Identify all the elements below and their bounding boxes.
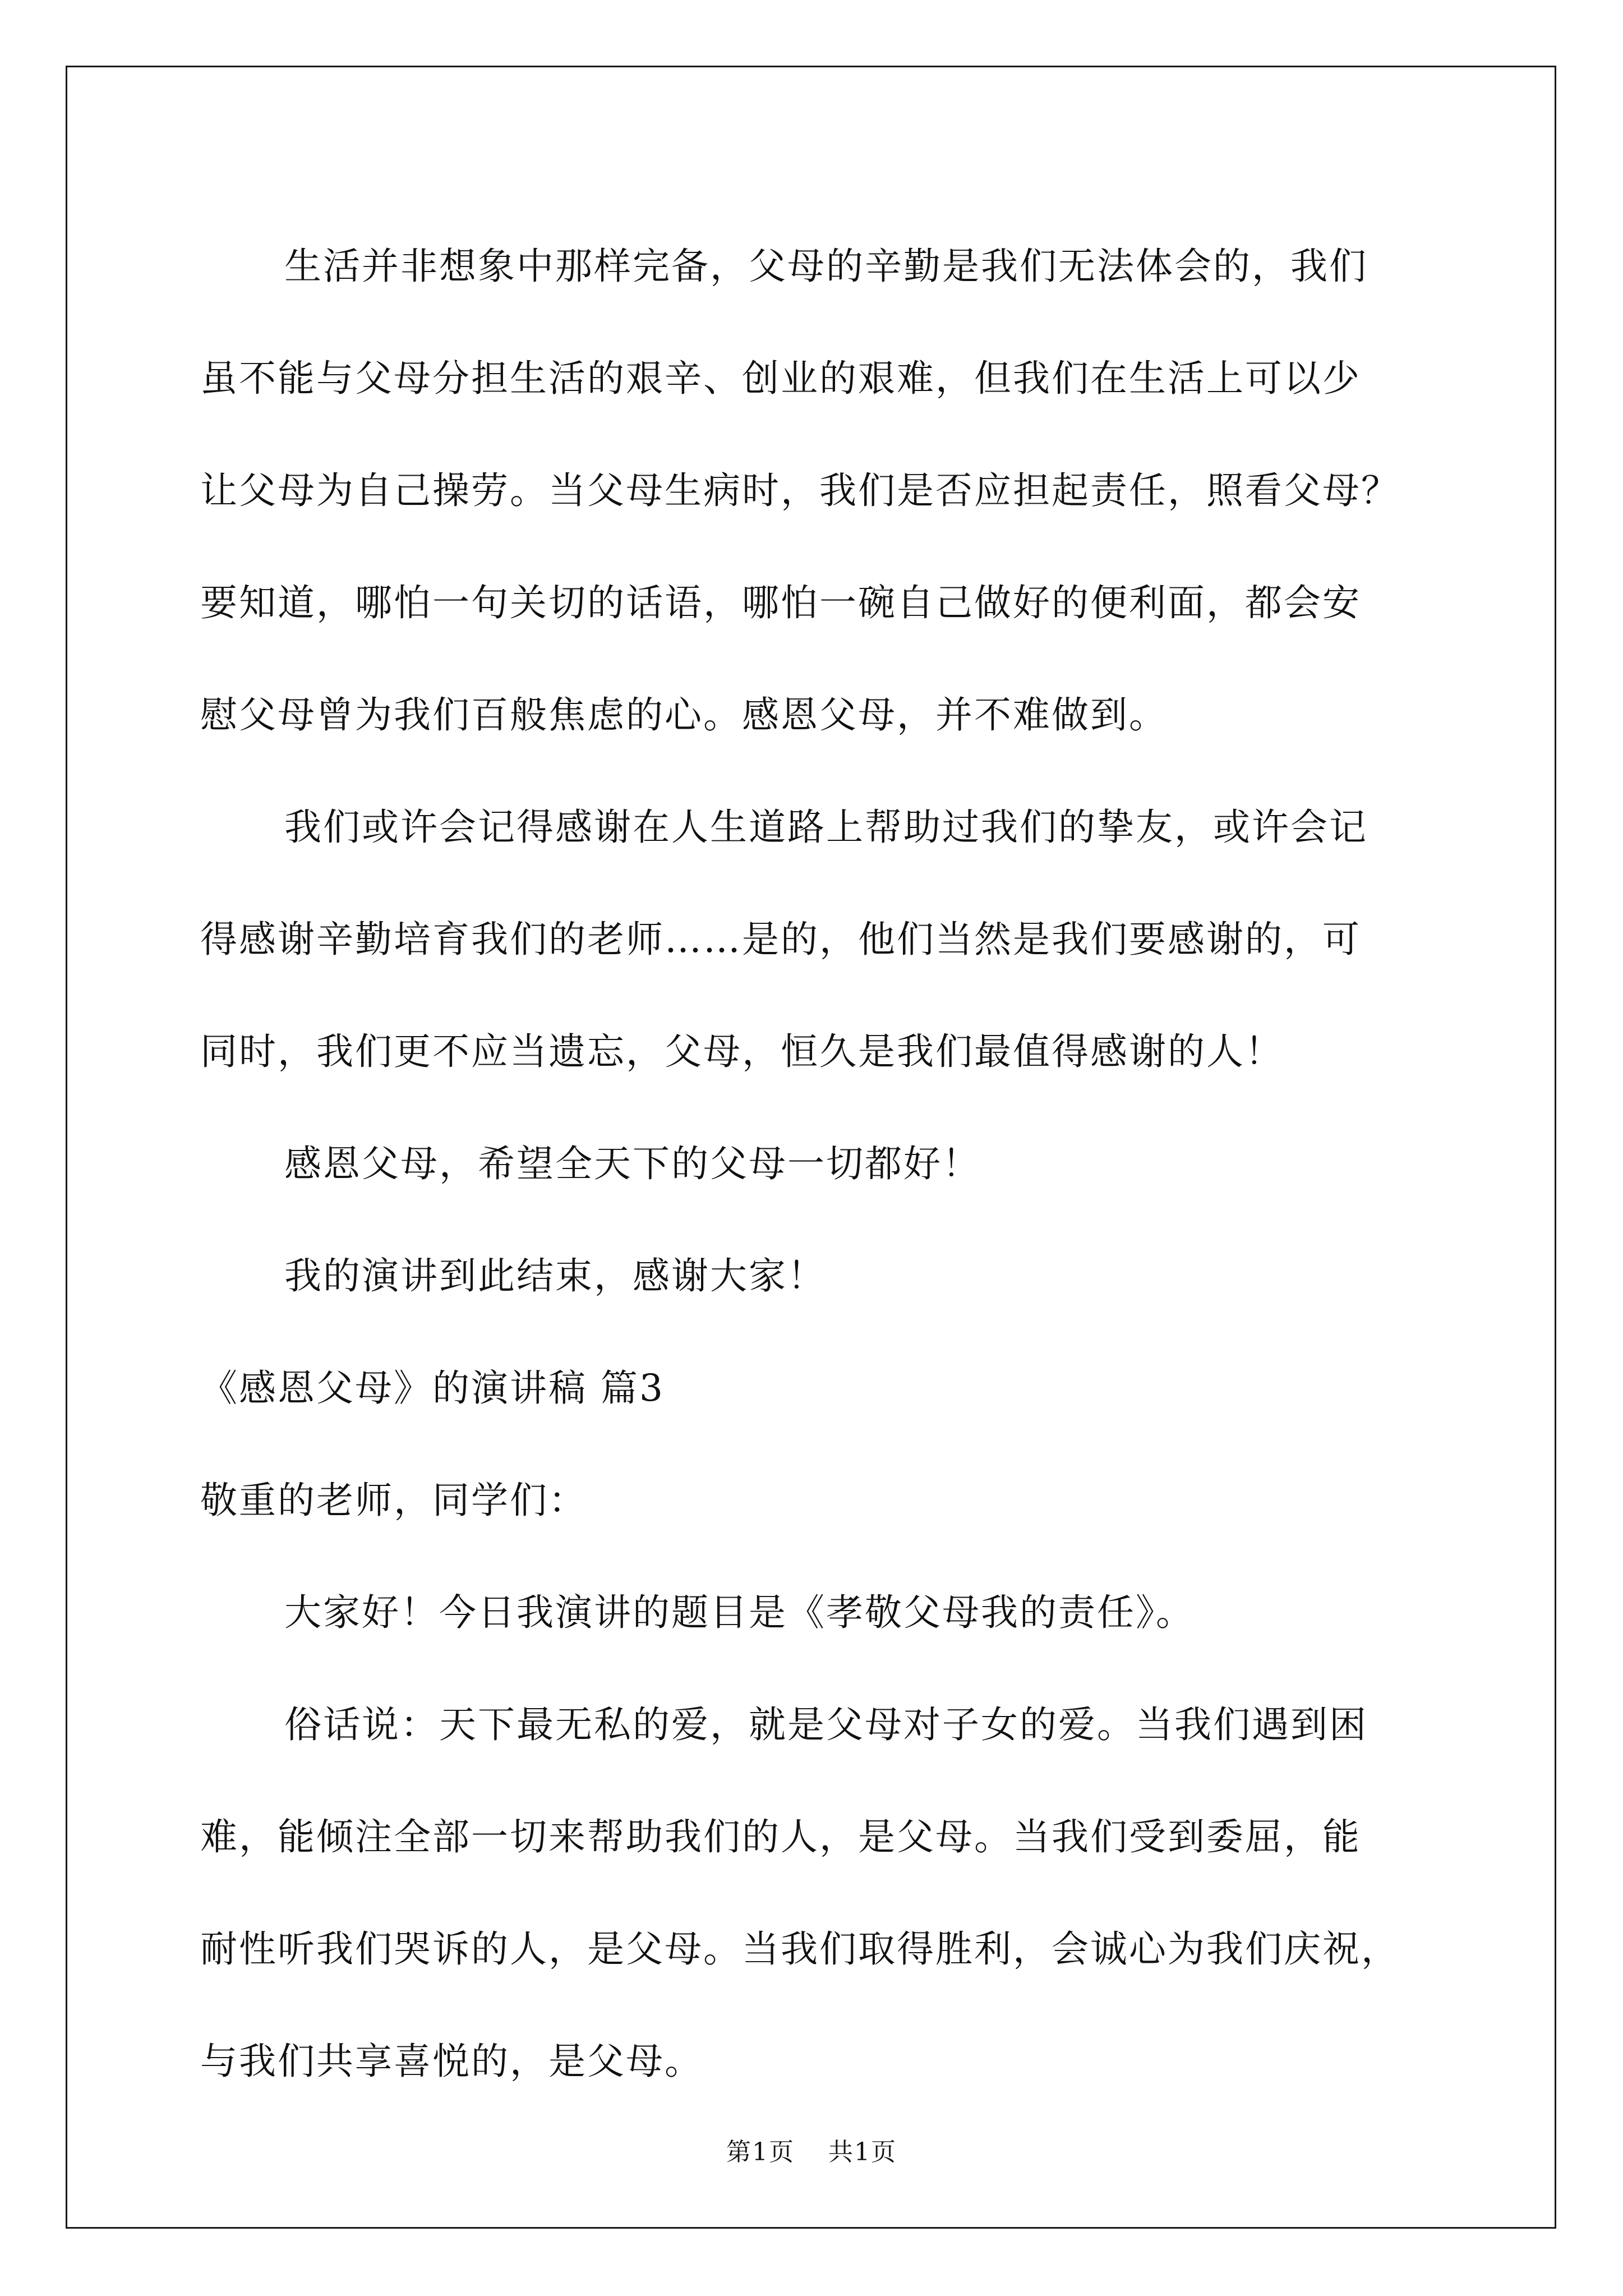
text-line: 大家好！今日我演讲的题目是《孝敬父母我的责任》。: [284, 1591, 1195, 1634]
text-line: 难，能倾注全部一切来帮助我们的人，是父母。当我们受到委屈，能: [200, 1815, 1361, 1858]
salutation: 敬重的老师，同学们：: [200, 1479, 587, 1522]
text-line: 与我们共享喜悦的，是父母。: [200, 2040, 703, 2083]
page-total: 共1页: [828, 2138, 897, 2166]
text-line: 要知道，哪怕一句关切的话语，哪怕一碗自己做好的便利面，都会安: [200, 581, 1361, 624]
text-line: 让父母为自己操劳。当父母生病时，我们是否应担起责任，照看父母？: [200, 469, 1400, 512]
text-line: 我们或许会记得感谢在人生道路上帮助过我们的挚友，或许会记: [284, 806, 1368, 849]
text-line: 虽不能与父母分担生活的艰辛、创业的艰难，但我们在生活上可以少: [200, 357, 1361, 400]
text-line: 俗话说：天下最无私的爱，就是父母对子女的爱。当我们遇到困: [284, 1703, 1368, 1746]
page-number: 第1页: [726, 2138, 795, 2166]
text-line: 感恩父母，希望全天下的父母一切都好！: [284, 1142, 981, 1185]
text-line: 得感谢辛勤培育我们的老师……是的，他们当然是我们要感谢的，可: [200, 918, 1361, 961]
text-line: 我的演讲到此结束，感谢大家！: [284, 1254, 826, 1297]
text-line: 慰父母曾为我们百般焦虑的心。感恩父母，并不难做到。: [200, 693, 1168, 737]
text-line: 生活并非想象中那样完备，父母的辛勤是我们无法体会的，我们: [284, 245, 1368, 288]
document-body: [200, 210, 1456, 2118]
section-heading: 《感恩父母》的演讲稿 篇3: [200, 1366, 665, 1410]
text-line: 同时，我们更不应当遗忘，父母，恒久是我们最值得感谢的人！: [200, 1030, 1284, 1073]
page-footer: [0, 2132, 1623, 2168]
text-line: 耐性听我们哭诉的人，是父母。当我们取得胜利，会诚心为我们庆祝，: [200, 1927, 1400, 1971]
